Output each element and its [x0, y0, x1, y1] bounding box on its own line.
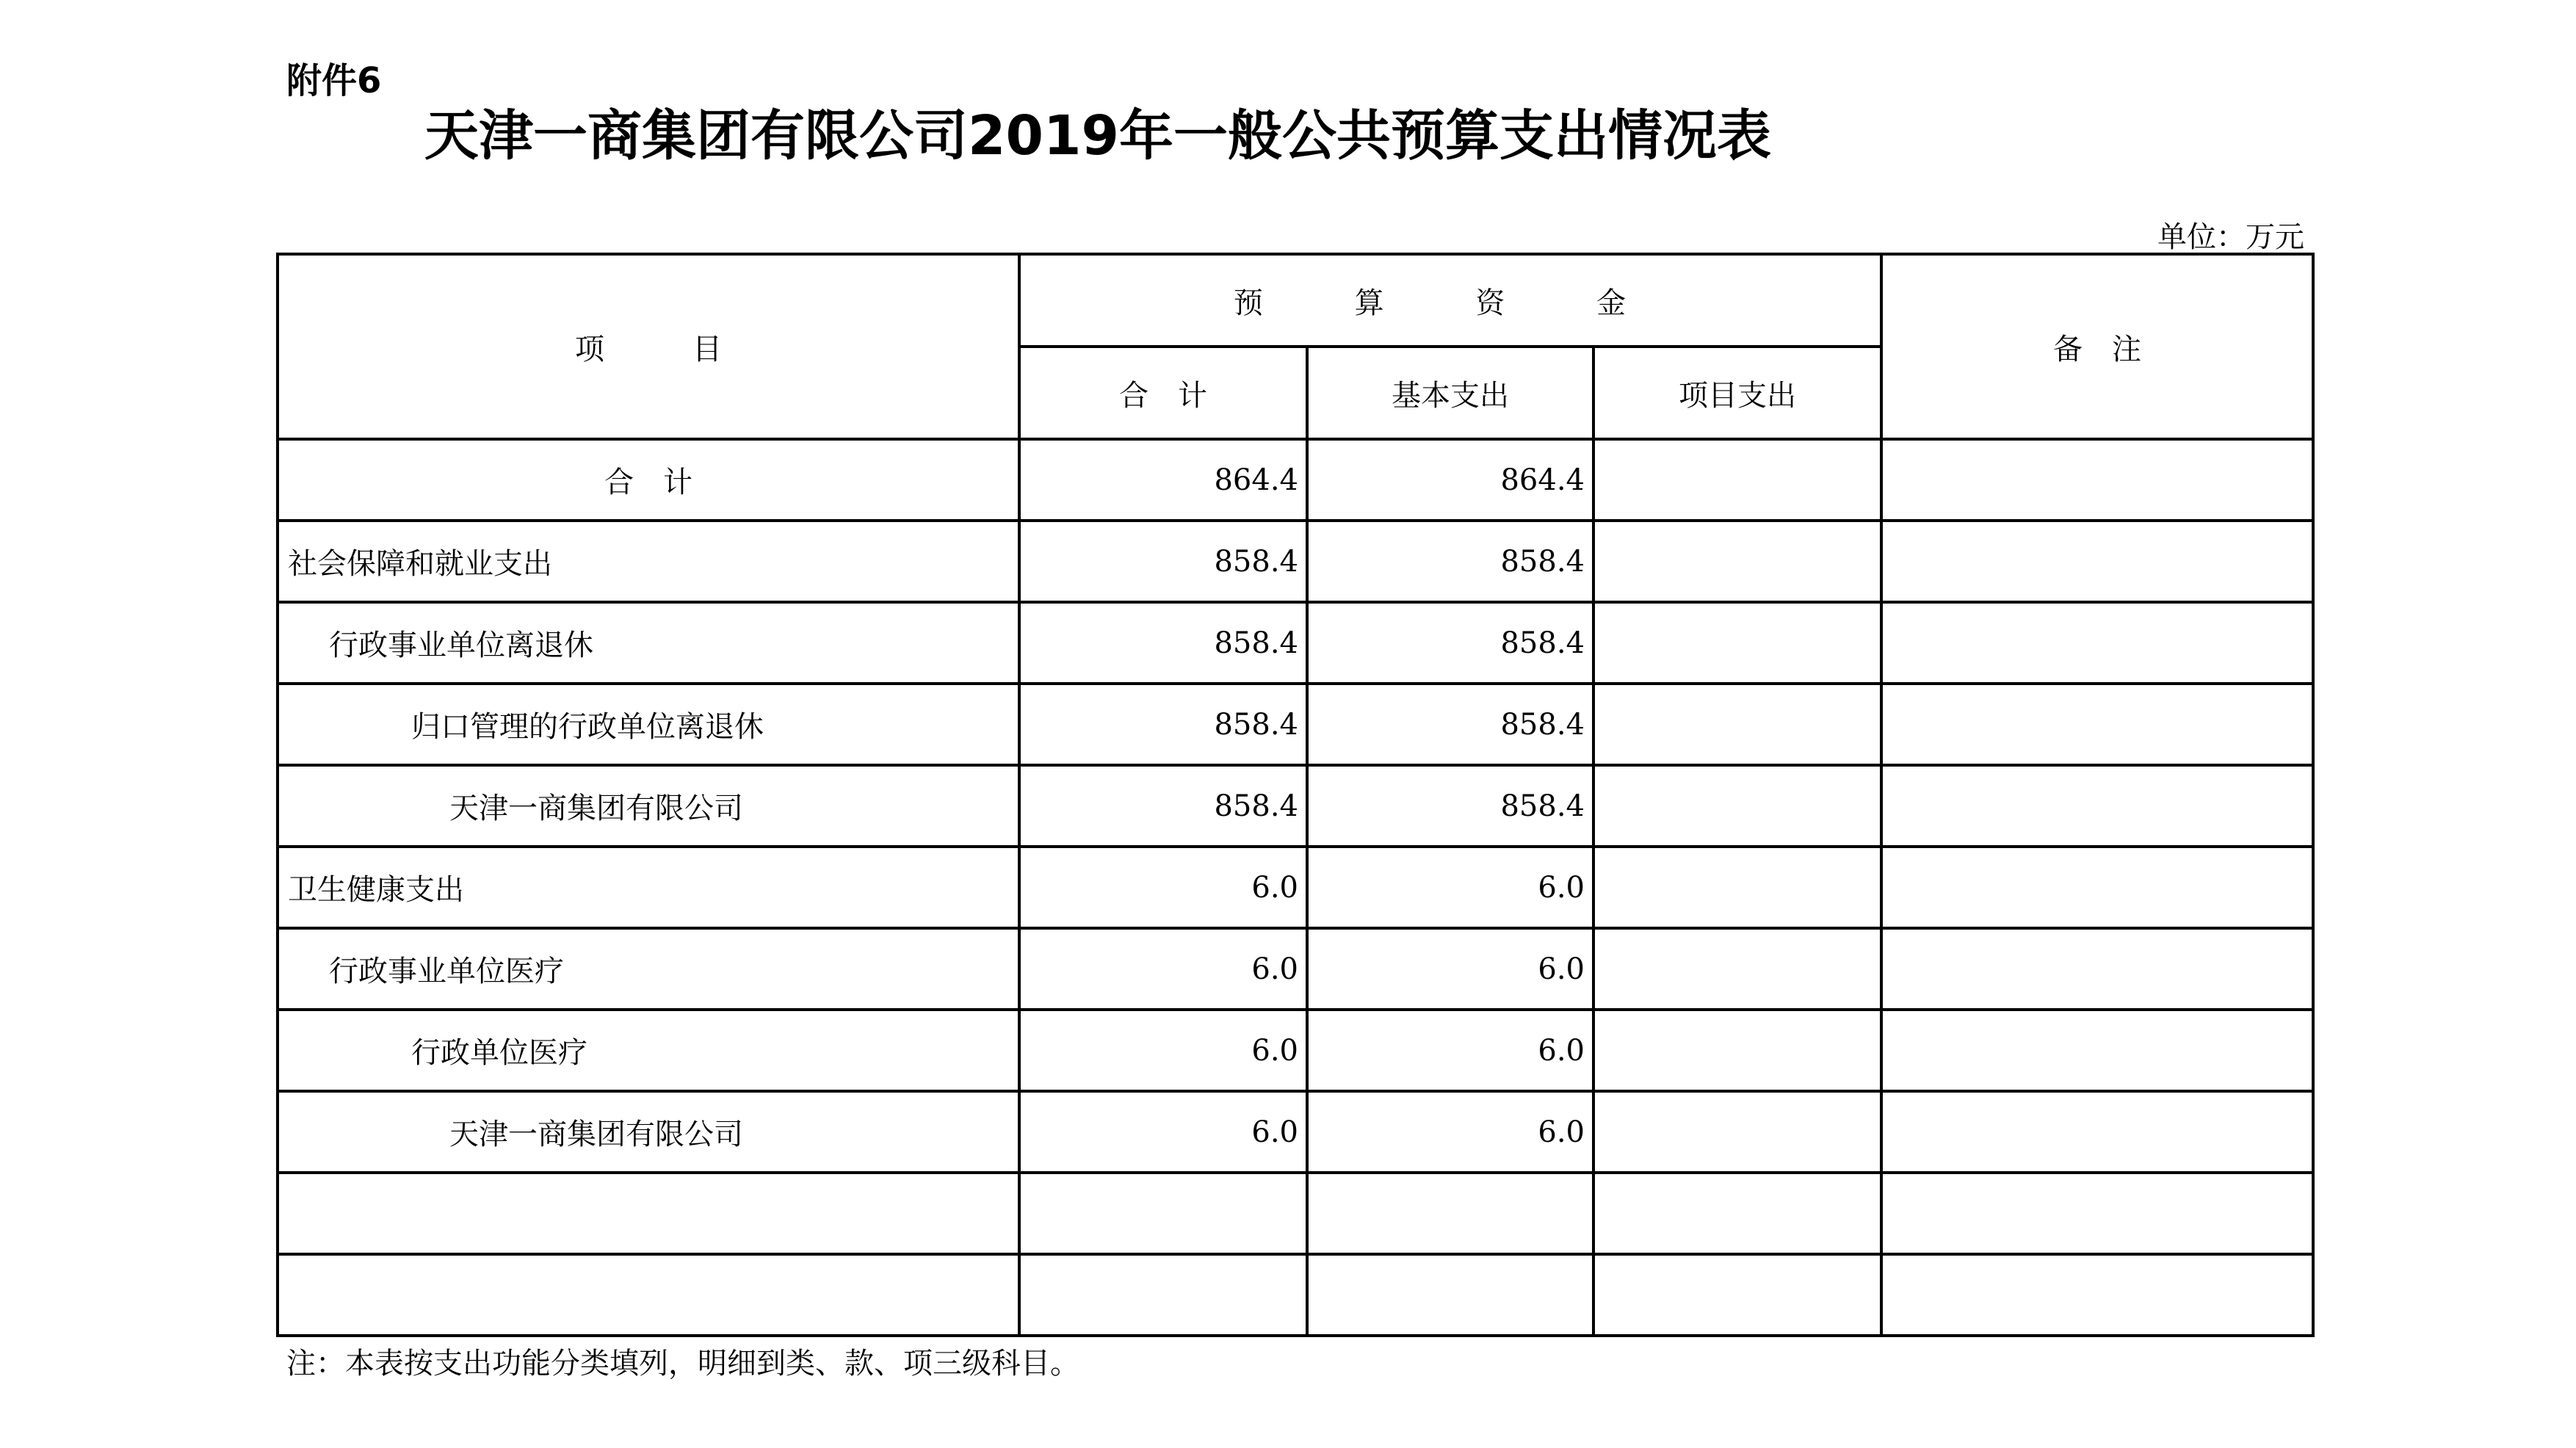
- row-basic: 6.0: [1307, 847, 1593, 928]
- row-name: 行政事业单位离退休: [278, 602, 1019, 684]
- row-remarks: [1881, 765, 2313, 847]
- row-name: 合 计: [278, 439, 1019, 521]
- row-total: 858.4: [1019, 765, 1307, 847]
- row-total: 864.4: [1019, 439, 1307, 521]
- row-total: [1019, 1173, 1307, 1254]
- row-project: [1593, 521, 1881, 602]
- row-project: [1593, 684, 1881, 765]
- row-project: [1593, 602, 1881, 684]
- table-row: [278, 684, 2313, 765]
- row-name: 行政单位医疗: [278, 1010, 1019, 1091]
- row-total: 6.0: [1019, 1091, 1307, 1173]
- row-basic: 858.4: [1307, 684, 1593, 765]
- row-name: 天津一商集团有限公司: [278, 1091, 1019, 1173]
- table-row: [278, 1091, 2313, 1173]
- row-name: 天津一商集团有限公司: [278, 765, 1019, 847]
- row-project: [1593, 1010, 1881, 1091]
- row-project: [1593, 847, 1881, 928]
- row-total: 858.4: [1019, 684, 1307, 765]
- row-basic: 864.4: [1307, 439, 1593, 521]
- row-total: 858.4: [1019, 602, 1307, 684]
- row-remarks: [1881, 684, 2313, 765]
- row-total: 6.0: [1019, 847, 1307, 928]
- table-row: [278, 439, 2313, 521]
- row-remarks: [1881, 602, 2313, 684]
- row-basic: 6.0: [1307, 1010, 1593, 1091]
- page-title: 天津一商集团有限公司2019年一般公共预算支出情况表: [424, 104, 1771, 167]
- header-remarks: 备 注: [1881, 254, 2313, 439]
- unit-label: 单位：万元: [2157, 220, 2304, 254]
- row-basic: 858.4: [1307, 521, 1593, 602]
- footnote: 注：本表按支出功能分类填列，明细到类、款、项三级科目。: [286, 1347, 1079, 1380]
- row-total: 6.0: [1019, 928, 1307, 1010]
- row-project: [1593, 765, 1881, 847]
- table-row: [278, 521, 2313, 602]
- table-row: [278, 602, 2313, 684]
- row-basic: 858.4: [1307, 602, 1593, 684]
- row-remarks: [1881, 439, 2313, 521]
- row-name: 卫生健康支出: [278, 847, 1019, 928]
- table-row: [278, 1173, 2313, 1254]
- header-row-1: [278, 254, 2313, 347]
- row-basic: [1307, 1254, 1593, 1336]
- header-item: 项 目: [278, 254, 1019, 439]
- row-basic: 858.4: [1307, 765, 1593, 847]
- table-row: [278, 1010, 2313, 1091]
- row-remarks: [1881, 1173, 2313, 1254]
- row-name: 行政事业单位医疗: [278, 928, 1019, 1010]
- row-remarks: [1881, 521, 2313, 602]
- row-remarks: [1881, 847, 2313, 928]
- row-basic: 6.0: [1307, 1091, 1593, 1173]
- row-total: [1019, 1254, 1307, 1336]
- row-remarks: [1881, 928, 2313, 1010]
- budget-table: [276, 253, 2315, 1337]
- row-project: [1593, 1173, 1881, 1254]
- row-basic: 6.0: [1307, 928, 1593, 1010]
- header-total: 合 计: [1019, 347, 1307, 439]
- row-basic: [1307, 1173, 1593, 1254]
- header-project-expense: 项目支出: [1593, 347, 1881, 439]
- attachment-label: 附件6: [286, 60, 382, 101]
- row-total: 858.4: [1019, 521, 1307, 602]
- row-total: 6.0: [1019, 1010, 1307, 1091]
- row-project: [1593, 928, 1881, 1010]
- header-basic-expense: 基本支出: [1307, 347, 1593, 439]
- row-remarks: [1881, 1091, 2313, 1173]
- table-row: [278, 928, 2313, 1010]
- table-row: [278, 1254, 2313, 1336]
- table-row: [278, 847, 2313, 928]
- header-budget-funds: 预 算 资 金: [1019, 254, 1881, 347]
- row-name: 社会保障和就业支出: [278, 521, 1019, 602]
- row-remarks: [1881, 1254, 2313, 1336]
- row-project: [1593, 439, 1881, 521]
- table-row: [278, 765, 2313, 847]
- row-name: [278, 1173, 1019, 1254]
- row-name: 归口管理的行政单位离退休: [278, 684, 1019, 765]
- row-remarks: [1881, 1010, 2313, 1091]
- row-name: [278, 1254, 1019, 1336]
- row-project: [1593, 1091, 1881, 1173]
- row-project: [1593, 1254, 1881, 1336]
